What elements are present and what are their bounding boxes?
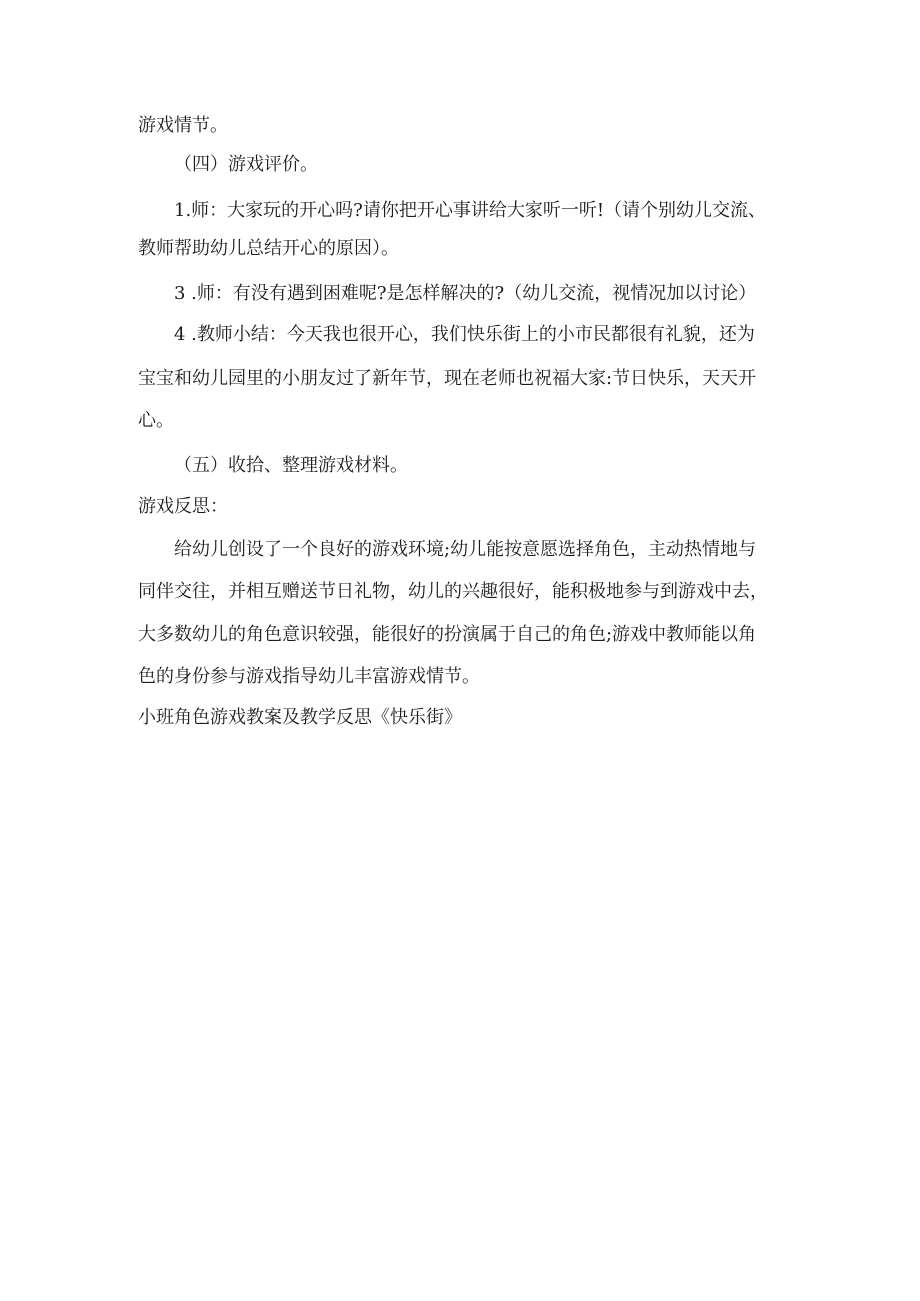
text-line-reflection-2: 同伴交往，并相互赠送节日礼物，幼儿的兴趣很好，能积极地参与到游戏中去， <box>138 581 768 602</box>
document-title-next: 小班角色游戏教案及教学反思《快乐街》 <box>138 707 462 728</box>
heading-game-reflection: 游戏反思： <box>138 496 228 517</box>
text-line-evaluation-item-3: 3 .师：有没有遇到困难呢?是怎样解决的?（幼儿交流，视情况加以讨论） <box>174 283 757 304</box>
text-line-evaluation-item-1: 1.师：大家玩的开心吗?请你把开心事讲给大家听一听!（请个别幼儿交流、 <box>174 200 767 221</box>
text-line-reflection-3: 大多数幼儿的角色意识较强，能很好的扮演属于自己的角色;游戏中教师能以角 <box>138 624 757 645</box>
text-line-reflection-1: 给幼儿创设了一个良好的游戏环境;幼儿能按意愿选择角色，主动热情地与 <box>174 539 757 560</box>
text-line-evaluation-item-4-cont-2: 心。 <box>138 410 174 431</box>
section-heading-game-evaluation: （四）游戏评价。 <box>174 154 318 175</box>
text-line-reflection-4: 色的身份参与游戏指导幼儿丰富游戏情节。 <box>138 666 480 687</box>
text-line-game-plot-end: 游戏情节。 <box>138 115 228 136</box>
text-line-evaluation-item-4: 4 .教师小结：今天我也很开心，我们快乐街上的小市民都很有礼貌，还为 <box>174 324 755 345</box>
text-line-evaluation-item-4-cont-1: 宝宝和幼儿园里的小朋友过了新年节，现在老师也祝福大家:节日快乐，天天开 <box>138 368 757 389</box>
text-line-evaluation-item-1-cont: 教师帮助幼儿总结开心的原因）。 <box>138 238 399 259</box>
section-heading-cleanup: （五）收拾、整理游戏材料。 <box>174 455 408 476</box>
